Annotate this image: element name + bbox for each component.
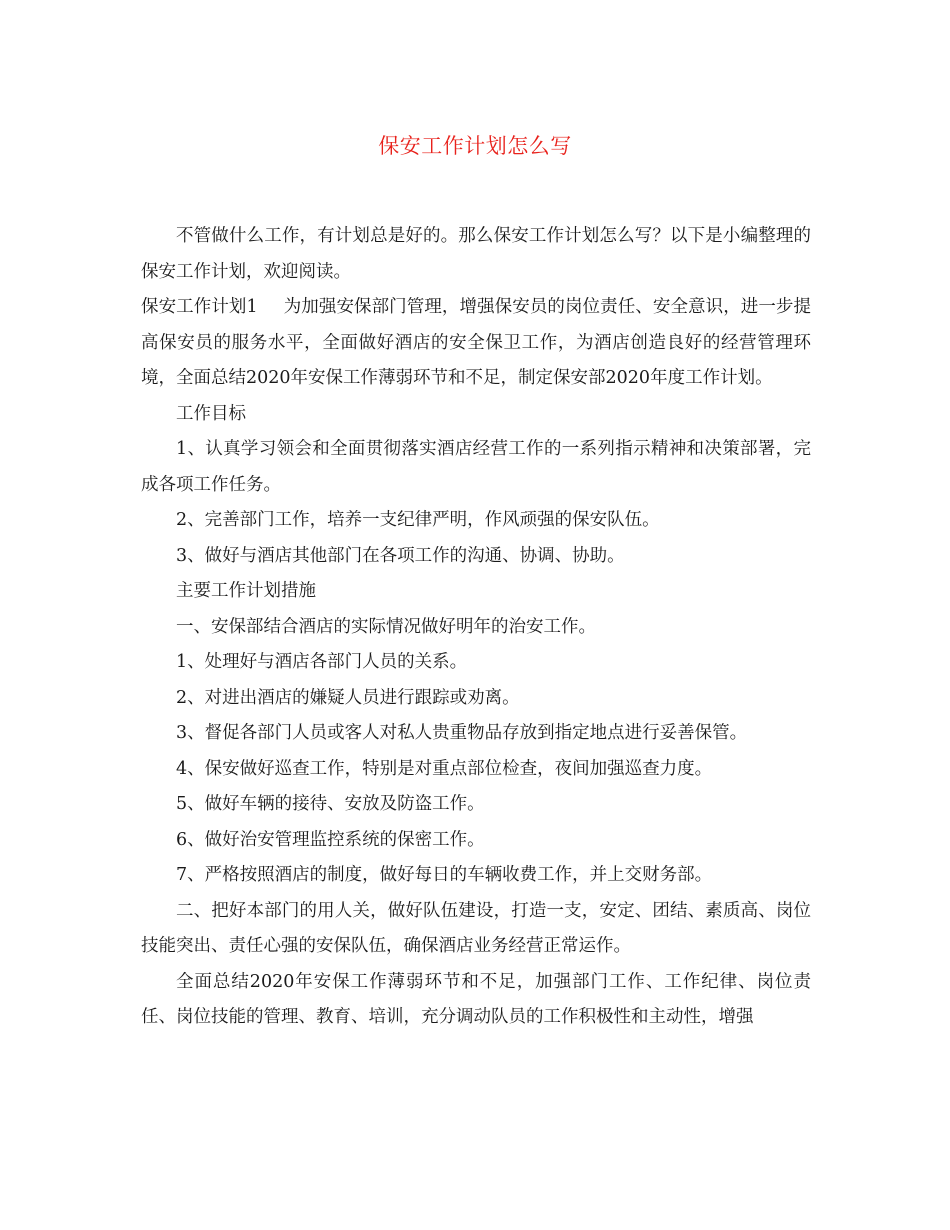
measures-heading: 主要工作计划措施 — [176, 581, 316, 601]
section1-item: 6、做好治安管理监控系统的保密工作。 — [176, 829, 485, 850]
goal-item: 1、认真学习领会和全面贯彻落实酒店经营工作的一系列指示精神和决策部署，完成各项工作任务。 — [141, 439, 811, 495]
section1-item: 4、保安做好巡查工作，特别是对重点部位检查，夜间加强巡查力度。 — [176, 758, 713, 779]
section1-heading: 一、安保部结合酒店的实际情况做好明年的治安工作。 — [176, 616, 596, 637]
section1-item: 3、督促各部门人员或客人对私人贵重物品存放到指定地点进行妥善保管。 — [176, 723, 748, 743]
section1-item: 5、做好车辆的接待、安放及防盗工作。 — [176, 794, 485, 814]
closing-paragraph: 全面总结2020年安保工作薄弱环节和不足，加强部门工作、工作纪律、岗位责任、岗位技能的管理、教育、培训，充分调动队员的工作积极性和主动性，增强 — [141, 971, 811, 1027]
plan1-label: 保安工作计划1 — [141, 297, 258, 317]
plan1-paragraph — [141, 290, 811, 397]
intro-paragraph: 不管做什么工作，有计划总是好的。那么保安工作计划怎么写？以下是小编整理的保安工作计划，欢迎阅读。 — [141, 226, 811, 282]
document-body — [141, 219, 811, 1036]
goal-item: 2、完善部门工作，培养一支纪律严明，作风顽强的保安队伍。 — [176, 510, 660, 530]
section1-item: 7、严格按照酒店的制度，做好每日的车辆收费工作，并上交财务部。 — [176, 865, 713, 885]
goal-item: 3、做好与酒店其他部门在各项工作的沟通、协调、协助。 — [176, 545, 625, 566]
section1-item: 1、处理好与酒店各部门人员的关系。 — [176, 652, 468, 672]
document-title: 保安工作计划怎么写 — [378, 134, 572, 158]
section2-paragraph: 二、把好本部门的用人关，做好队伍建设，打造一支，安定、团结、素质高、岗位技能突出、责任心强的安保队伍，确保酒店业务经营正常运作。 — [141, 900, 811, 956]
goals-heading: 工作目标 — [176, 403, 246, 424]
plan1-text: 为加强安保部门管理，增强保安员的岗位责任、安全意识，进一步提高保安员的服务水平，全面做好酒店的安全保卫工作，为酒店创造良好的经营管理环境，全面总结2020年安保工作薄弱环节和不足，制定保安部2020年度工作计划。 — [141, 297, 812, 388]
section1-item: 2、对进出酒店的嫌疑人员进行跟踪或劝离。 — [176, 687, 520, 708]
